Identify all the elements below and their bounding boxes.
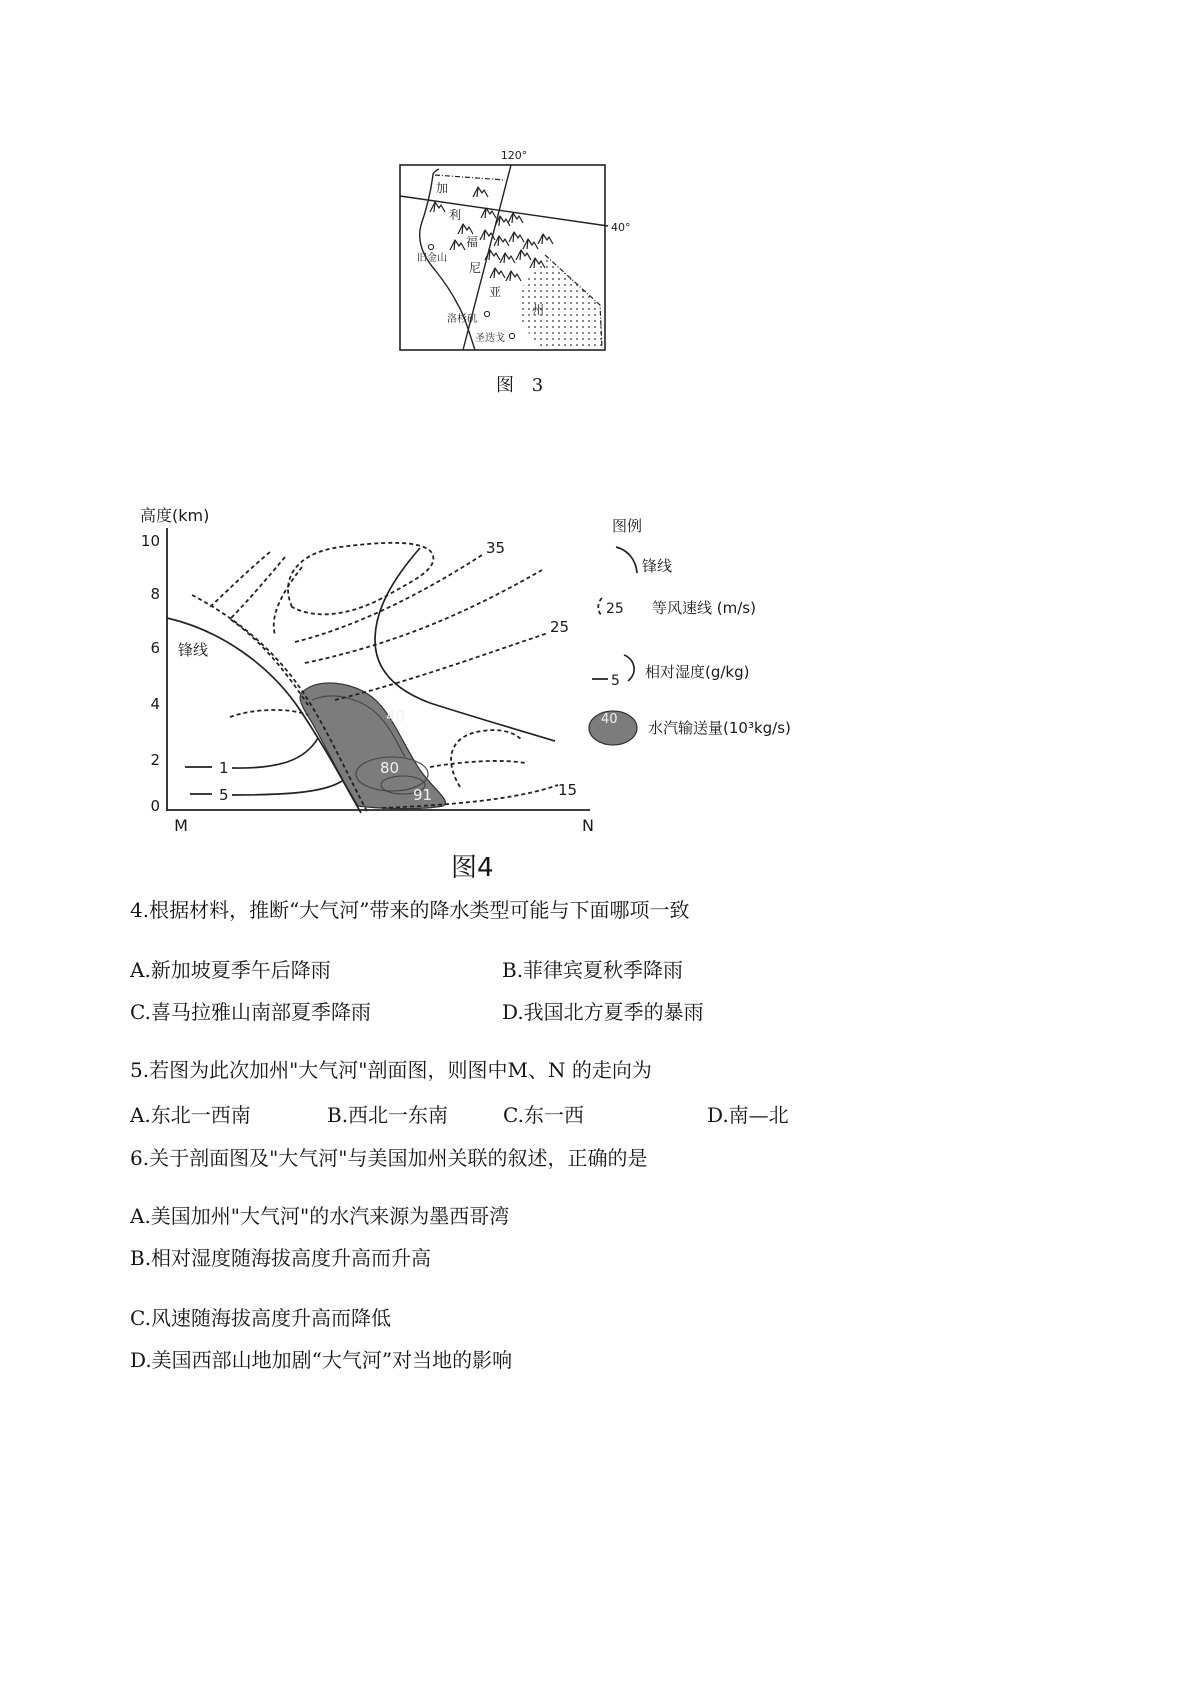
legend-wind-value: 25 xyxy=(606,601,624,617)
longitude-label: 120° xyxy=(500,149,528,162)
mountain-icon xyxy=(480,230,495,240)
question-5-stem: 5.若图为此次加州"大气河"剖面图，则图中M、N 的走向为 xyxy=(130,1058,652,1082)
question-5-option-c: C.东一西 xyxy=(503,1103,584,1127)
front-label: 锋线 xyxy=(178,641,209,659)
wind-isoline xyxy=(210,552,270,607)
y-tick-label: 4 xyxy=(150,695,160,713)
question-6-option-b: B.相对湿度随海拔高度升高而升高 xyxy=(130,1246,432,1270)
region-char: 福 xyxy=(465,235,479,249)
wind-isoline xyxy=(305,570,542,663)
state-border-north xyxy=(435,175,505,180)
y-tick-label: 6 xyxy=(150,639,160,657)
y-axis-title: 高度(km) xyxy=(140,506,210,525)
mountain-icon xyxy=(430,202,445,212)
legend-wind-symbol xyxy=(598,598,602,616)
wind-label: 15 xyxy=(558,781,578,799)
wind-isoline xyxy=(230,557,308,705)
wind-isoline xyxy=(430,761,525,767)
legend-vapor-value: 40 xyxy=(601,712,618,727)
figure3-caption: 图 3 xyxy=(496,375,550,396)
question-6-option-a: A.美国加州"大气河"的水汽来源为墨西哥湾 xyxy=(130,1204,510,1228)
humidity-isoline xyxy=(185,738,318,768)
region-char: 亚 xyxy=(488,285,502,299)
question-6-option-d: D.美国西部山地加剧“大气河”对当地的影响 xyxy=(130,1348,513,1372)
question-4-option-b: B.菲律宾夏秋季降雨 xyxy=(502,958,684,982)
city-label-los-angeles: 洛杉矶 xyxy=(447,314,477,325)
city-marker xyxy=(428,244,433,249)
question-6-option-c: C.风速随海拔高度升高而降低 xyxy=(130,1306,391,1330)
mountain-icon xyxy=(506,271,521,281)
mountain-icon xyxy=(494,236,509,246)
legend-front-symbol xyxy=(616,547,637,573)
legend-front-label: 锋线 xyxy=(642,557,673,575)
vapor-label: 91 xyxy=(413,786,433,804)
mountain-icon xyxy=(538,234,553,244)
legend xyxy=(589,517,791,745)
wind-isoline xyxy=(274,567,302,635)
region-char: 加 xyxy=(435,181,449,195)
mountain-icon xyxy=(516,250,531,260)
legend-title: 图例 xyxy=(612,517,643,535)
wind-label: 35 xyxy=(486,539,506,557)
mountain-icon xyxy=(458,224,473,234)
question-5-option-a: A.东北一西南 xyxy=(130,1103,251,1127)
mountain-icon xyxy=(500,253,515,263)
region-char: 利 xyxy=(448,208,462,222)
figure4-caption: 图4 xyxy=(451,853,494,883)
wind-label: 25 xyxy=(550,618,570,636)
city-marker xyxy=(484,311,489,316)
mountain-icon xyxy=(450,240,465,250)
legend-humidity-label: 相对湿度(g/kg) xyxy=(645,663,750,681)
question-4-option-c: C.喜马拉雅山南部夏季降雨 xyxy=(130,1000,371,1024)
x-end-label: N xyxy=(582,816,594,835)
humidity-label: 5 xyxy=(219,786,229,804)
region-char: 尼 xyxy=(468,261,482,275)
legend-humidity-value: 5 xyxy=(611,673,620,689)
mountain-icon xyxy=(490,268,505,278)
question-5-option-d: D.南—北 xyxy=(707,1103,789,1127)
city-marker xyxy=(509,333,514,338)
cross-section-diagram xyxy=(130,495,820,840)
mountain-icon xyxy=(509,232,524,242)
vapor-label: 80 xyxy=(380,759,400,777)
y-tick-label: 10 xyxy=(140,532,160,550)
mountain-icon xyxy=(508,213,523,223)
wind-isoline xyxy=(295,555,482,642)
question-6-stem: 6.关于剖面图及"大气河"与美国加州关联的叙述，正确的是 xyxy=(130,1146,648,1170)
y-tick-label: 2 xyxy=(150,751,160,769)
humidity-label: 1 xyxy=(219,759,229,777)
city-label-san-diego: 圣迭戈 xyxy=(475,333,505,344)
y-tick-label: 8 xyxy=(150,585,160,603)
california-map xyxy=(395,145,645,360)
legend-wind-label: 等风速线 (m/s) xyxy=(652,599,756,617)
city-label-san-francisco: 旧金山 xyxy=(417,253,447,264)
humidity-isoline xyxy=(190,781,342,795)
wind-isoline xyxy=(230,710,308,717)
wind-isoline xyxy=(335,633,548,700)
mountain-icon xyxy=(523,239,538,249)
latitude-label: 40° xyxy=(611,221,631,234)
question-5-option-b: B.西北一东南 xyxy=(327,1103,449,1127)
question-4-option-d: D.我国北方夏季的暴雨 xyxy=(502,1000,704,1024)
region-char: 州 xyxy=(531,303,545,317)
wind-isoline-core xyxy=(288,543,433,615)
wind-isoline xyxy=(451,730,522,787)
mountain-group xyxy=(430,187,553,281)
question-4-stem: 4.根据材料，推断“大气河”带来的降水类型可能与下面哪项一致 xyxy=(130,898,690,922)
legend-vapor-label: 水汽输送量(10³kg/s) xyxy=(648,719,791,737)
mountain-icon xyxy=(473,187,488,197)
vapor-label: 40 xyxy=(386,707,406,725)
x-start-label: M xyxy=(174,816,188,835)
y-tick-label: 0 xyxy=(150,797,160,815)
question-4-option-a: A.新加坡夏季午后降雨 xyxy=(130,958,331,982)
